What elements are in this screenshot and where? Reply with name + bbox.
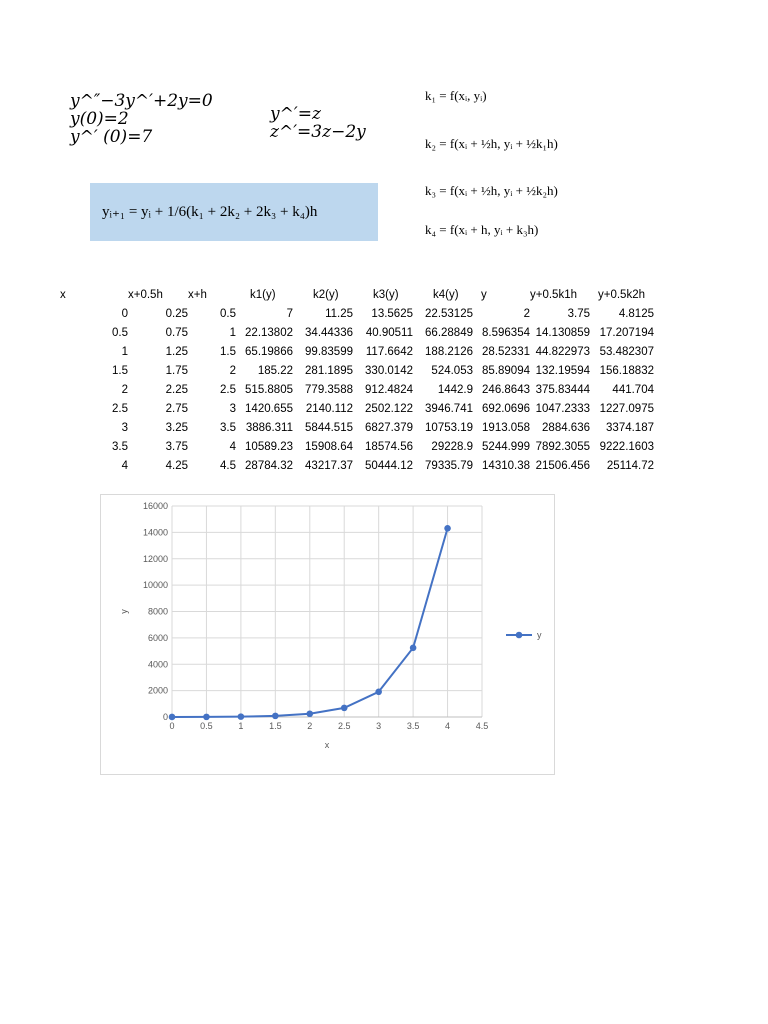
y-tick-label: 10000 — [142, 580, 168, 591]
table-cell: 1442.9 — [437, 383, 473, 396]
y-tick-label: 4000 — [147, 659, 168, 670]
table-cell: 1.5 — [220, 345, 236, 358]
x-tick-label: 3 — [376, 721, 382, 731]
table-cell: 22.53125 — [425, 307, 473, 320]
ode-initial-yprime: y^′ (0)=7 — [70, 127, 153, 147]
table-cell: 7892.3055 — [535, 440, 590, 453]
table-cell: 10589.23 — [245, 440, 293, 453]
data-point — [410, 645, 417, 652]
table-cell: 28784.32 — [245, 459, 293, 472]
table-row — [60, 304, 654, 323]
system-eq-z: z^′=3z−2y — [270, 122, 366, 142]
system-eq-y: y^′=z — [270, 104, 321, 124]
data-point — [203, 714, 210, 721]
x-axis-title: x — [324, 740, 330, 750]
table-cell: 3946.741 — [425, 402, 473, 415]
table-row — [60, 380, 654, 399]
header-k2: k2(y) — [313, 288, 339, 301]
table-cell: 1227.0975 — [599, 402, 654, 415]
table-cell: 85.89094 — [482, 364, 530, 377]
table-cell: 0.5 — [220, 307, 236, 320]
ode-initial-y: y(0)=2 — [70, 109, 129, 129]
table-cell: 14.130859 — [535, 326, 590, 339]
table-cell: 375.83444 — [535, 383, 590, 396]
header-y-half-k2h: y+0.5k2h — [598, 288, 645, 301]
table-cell: 1913.058 — [482, 421, 530, 434]
y-tick-label: 8000 — [147, 606, 168, 617]
table-cell: 117.6642 — [365, 345, 413, 358]
table-cell: 330.0142 — [365, 364, 413, 377]
table-cell: 5244.999 — [482, 440, 530, 453]
y-tick-label: 6000 — [147, 632, 168, 643]
table-cell: 99.83599 — [305, 345, 353, 358]
table-cell: 53.482307 — [599, 345, 654, 358]
header-x: x — [60, 288, 66, 301]
header-y: y — [481, 288, 487, 301]
table-cell: 3 — [229, 402, 236, 415]
y-tick-label: 0 — [162, 712, 168, 722]
table-cell: 10753.19 — [425, 421, 473, 434]
header-y-half-k1h: y+0.5k1h — [530, 288, 577, 301]
table-cell: 18574.56 — [365, 440, 413, 453]
table-cell: 40.90511 — [365, 326, 413, 339]
table-cell: 2884.636 — [542, 421, 590, 434]
rk-update-formula: yᵢ₊₁ = yᵢ + 1/6(k₁ + 2k₂ + 2k₃ + k₄)h — [102, 204, 318, 220]
rk-k2-formula: k₂ = f(xᵢ + ½h, yᵢ + ½k₁h) — [425, 136, 558, 151]
table-cell: 912.4824 — [365, 383, 413, 396]
table-cell: 34.44336 — [305, 326, 353, 339]
table-cell: 6827.379 — [365, 421, 413, 434]
table-cell: 44.822973 — [535, 345, 590, 358]
table-cell: 3.75 — [567, 307, 590, 320]
table-cell: 2502.122 — [365, 402, 413, 415]
table-cell: 779.3588 — [305, 383, 353, 396]
table-cell: 441.704 — [612, 383, 654, 396]
header-x-half-h: x+0.5h — [128, 288, 163, 301]
data-point — [444, 525, 451, 532]
first-order-system — [270, 105, 366, 141]
table-cell: 515.8805 — [245, 383, 293, 396]
table-cell: 4.5 — [220, 459, 236, 472]
table-row — [60, 418, 654, 437]
table-cell: 188.2126 — [425, 345, 473, 358]
table-cell: 13.5625 — [371, 307, 413, 320]
table-cell: 1420.655 — [245, 402, 293, 415]
table-cell: 15908.64 — [305, 440, 353, 453]
data-point — [306, 710, 313, 717]
data-point — [272, 713, 279, 720]
table-row — [60, 323, 654, 342]
table-cell: 8.596354 — [482, 326, 530, 339]
table-cell: 156.18832 — [599, 364, 654, 377]
table-cell: 66.28849 — [425, 326, 473, 339]
header-k4: k4(y) — [433, 288, 459, 301]
table-cell: 1047.2333 — [535, 402, 590, 415]
table-cell: 1.25 — [165, 345, 188, 358]
x-tick-label: 2 — [307, 721, 313, 731]
table-cell: 3886.311 — [245, 421, 293, 434]
x-tick-label: 3.5 — [406, 721, 420, 731]
x-tick-label: 1 — [238, 721, 244, 731]
rk-k1-formula: k₁ = f(xᵢ, yᵢ) — [425, 88, 487, 103]
table-cell: 132.19594 — [535, 364, 590, 377]
rk-k4-formula: k₄ = f(xᵢ + h, yᵢ + k₃h) — [425, 222, 539, 237]
table-cell: 79335.79 — [425, 459, 473, 472]
table-cell: 2140.112 — [305, 402, 353, 415]
table-cell: 281.1895 — [305, 364, 353, 377]
header-x-h: x+h — [188, 288, 207, 301]
table-cell: 2.25 — [165, 383, 188, 396]
rk4-results-table — [60, 285, 654, 475]
y-tick-label: 14000 — [142, 527, 168, 538]
table-cell: 246.8643 — [482, 383, 530, 396]
table-cell: 29228.9 — [431, 440, 473, 453]
table-row — [60, 361, 654, 380]
x-tick-label: 0 — [169, 721, 175, 731]
y-tick-label: 12000 — [142, 553, 168, 564]
table-cell: 4.8125 — [618, 307, 654, 320]
data-point — [341, 705, 348, 712]
y-vs-x-chart — [100, 494, 555, 775]
table-cell: 3.75 — [165, 440, 188, 453]
x-tick-label: 4 — [445, 721, 451, 731]
header-k3: k3(y) — [373, 288, 399, 301]
table-cell: 3 — [121, 421, 128, 434]
table-cell: 2.75 — [165, 402, 188, 415]
table-cell: 3.5 — [112, 440, 128, 453]
rk-k3-formula: k₃ = f(xᵢ + ½h, yᵢ + ½k₂h) — [425, 183, 558, 198]
table-cell: 2.5 — [112, 402, 128, 415]
table-cell: 14310.38 — [482, 459, 530, 472]
table-cell: 3374.187 — [606, 421, 654, 434]
table-cell: 21506.456 — [535, 459, 590, 472]
y-tick-label: 16000 — [142, 501, 168, 511]
table-cell: 3.25 — [165, 421, 188, 434]
data-point — [238, 713, 245, 720]
table-row — [60, 342, 654, 361]
table-cell: 2.5 — [220, 383, 236, 396]
table-cell: 2 — [523, 307, 530, 320]
table-cell: 5844.515 — [305, 421, 353, 434]
y-tick-label: 2000 — [147, 685, 168, 696]
table-cell: 50444.12 — [365, 459, 413, 472]
table-cell: 1.5 — [112, 364, 128, 377]
data-point — [169, 714, 176, 721]
ode-equation: y^″−3y^′+2y=0 — [70, 91, 213, 111]
table-cell: 22.13802 — [245, 326, 293, 339]
table-cell: 43217.37 — [305, 459, 353, 472]
table-cell: 9222.1603 — [599, 440, 654, 453]
table-cell: 692.0696 — [482, 402, 530, 415]
table-cell: 65.19866 — [245, 345, 293, 358]
table-cell: 7 — [286, 307, 293, 320]
table-cell: 4.25 — [165, 459, 188, 472]
table-cell: 28.52331 — [482, 345, 530, 358]
table-cell: 0 — [121, 307, 128, 320]
table-cell: 11.25 — [325, 307, 353, 320]
table-cell: 2 — [229, 364, 236, 377]
table-cell: 524.053 — [431, 364, 473, 377]
x-tick-label: 2.5 — [337, 721, 351, 731]
header-k1: k1(y) — [250, 288, 276, 301]
x-tick-label: 4.5 — [475, 721, 489, 731]
table-cell: 1 — [229, 326, 236, 339]
table-cell: 1 — [121, 345, 128, 358]
legend-marker — [516, 632, 523, 639]
rk-update-formula-box — [90, 183, 378, 241]
table-cell: 0.25 — [165, 307, 188, 320]
table-cell: 25114.72 — [606, 459, 654, 472]
data-point — [375, 688, 382, 695]
table-cell: 0.5 — [112, 326, 128, 339]
y-axis-title: y — [119, 609, 129, 614]
table-cell: 2 — [121, 383, 128, 396]
legend-label: y — [537, 630, 542, 640]
table-row — [60, 437, 654, 456]
x-tick-label: 0.5 — [200, 721, 213, 731]
x-tick-label: 1.5 — [269, 721, 282, 731]
table-row — [60, 456, 654, 475]
table-cell: 3.5 — [220, 421, 236, 434]
table-cell: 0.75 — [165, 326, 188, 339]
ode-statement — [70, 92, 213, 146]
table-cell: 185.22 — [257, 364, 293, 377]
table-cell: 1.75 — [165, 364, 188, 377]
table-cell: 4 — [121, 459, 128, 472]
table-row — [60, 399, 654, 418]
table-cell: 4 — [229, 440, 236, 453]
chart-svg — [101, 495, 554, 774]
table-header-row — [60, 285, 654, 304]
table-cell: 17.207194 — [599, 326, 654, 339]
